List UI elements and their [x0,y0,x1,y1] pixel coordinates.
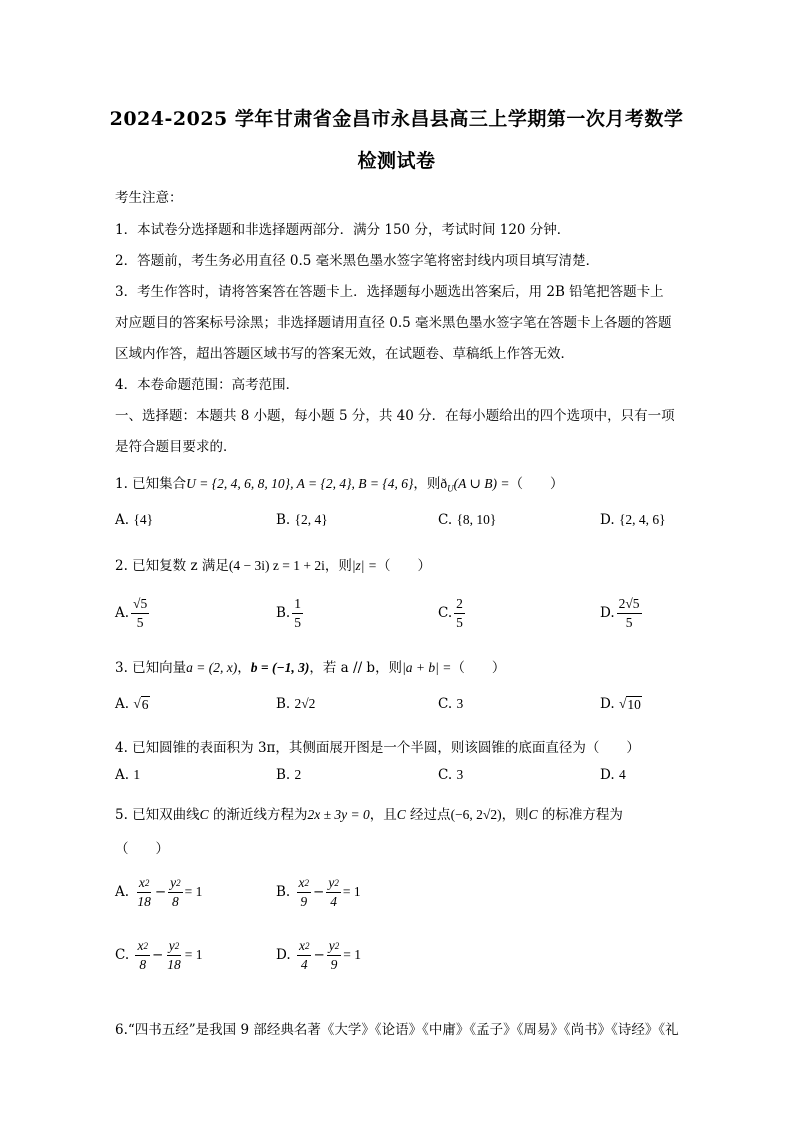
question-4-option-b [276,767,301,783]
fraction [617,596,642,631]
section-1-heading-line1: 一、选择题：本题共 8 小题，每小题 5 分，共 40 分．在每小题给出的四个选项中，只有一项 [115,408,675,424]
question-2-option-c [438,596,467,631]
x-var: x [298,938,305,953]
question-3-option-d [600,696,642,712]
question-1-stem [115,472,563,494]
question-1-option-c [438,512,496,528]
fraction [454,596,465,631]
numerator [168,875,183,893]
notice-heading: 考生注意： [115,190,183,206]
question-5-option-b: B. $\frac{x^2}{9}$ − $\frac{y^2}{4}$ = 1 [276,875,361,909]
notice-item-4: 4．本卷命题范围：高考范围． [115,377,300,393]
question-3-condition: ，若 a // b [309,660,376,676]
option-label: A. [115,605,130,621]
question-2-option-a [115,596,151,631]
denominator: 9 [300,894,308,909]
denominator: 4 [330,894,337,909]
question-5-text: ，且 [369,807,397,823]
question-3-option-b [276,696,315,712]
question-3-option-c [438,696,463,712]
question-2-option-b [276,596,305,631]
notice-item-1: 1．本试卷分选择题和非选择题两部分．满分 150 分，考试时间 120 分钟． [115,222,571,238]
question-1-option-a [115,512,153,528]
fraction [297,875,312,910]
equation-rhs: = 1 [184,884,203,899]
y-var: y [328,938,335,953]
exponent: 2 [174,941,180,951]
option-value: 4 [618,767,626,782]
option-label: B. [276,512,291,528]
question-2-option-d [600,596,644,631]
question-5-option-c: C. $\frac{x^2}{8}$ − $\frac{y^2}{18}$ = 1 [115,938,203,972]
question-2-prefix: 2. 已知复数 z 满足 [115,558,229,574]
question-1-sets: U = {2, 4, 6, 8, 10}, A = {2, 4}, B = {4, 6} [186,476,414,491]
numerator: √5 [131,596,149,614]
numerator [326,875,341,893]
option-label: D. [600,767,615,783]
section-1-heading-line2: 是符合题目要求的． [115,439,237,455]
hyperbola-symbol: C [396,807,406,822]
option-label: D. [600,512,615,528]
option-label: B. [276,884,291,900]
denominator: 5 [294,615,301,630]
question-4-option-a [115,767,140,783]
question-2-equation: (4 − 3i) z = 1 + 2i [228,558,325,573]
denominator: 18 [167,957,181,972]
exponent: 2 [334,878,339,888]
numerator: 2 [454,596,465,614]
option-value: 2√2 [294,696,316,711]
fraction [297,938,312,973]
question-5-asymptote: 2x ± 3y = 0 [307,807,370,822]
option-value: 1 [133,767,141,782]
hyperbola-symbol: C [199,807,209,822]
numerator [137,875,152,893]
option-value: 3 [456,767,464,782]
question-1-option-d [600,512,666,528]
equation-rhs: = 1 [342,884,361,899]
option-label: C. [438,696,453,712]
option-label: D. [600,696,615,712]
x-var: x [298,875,305,890]
option-label: A. [115,512,130,528]
option-label: B. [276,605,291,621]
denominator: 4 [300,957,308,972]
numerator: 2√5 [617,596,642,614]
denominator: 8 [139,957,147,972]
numerator [297,938,312,956]
x-var: x [137,938,144,953]
exam-title-line2: 检测试卷 [357,150,436,172]
option-label: A. [115,767,130,783]
fraction [327,938,342,973]
question-1-expression: (A ∪ B) = [453,476,510,491]
denominator: 8 [172,894,179,909]
question-1-option-b [276,512,328,528]
question-1-complement-sub: U [447,483,454,494]
sqrt: √ 6 [133,696,149,712]
question-3-expression: |a + b| = [402,660,452,675]
question-5-option-d: D. $\frac{x^2}{4}$ − $\frac{y^2}{9}$ = 1 [276,938,361,972]
question-5-prefix: 5. 已知双曲线 [115,807,200,823]
question-6-stem: 6.“四书五经”是我国 9 部经典名著《大学》《论语》《中庸》《孟子》《周易》《尚书》《诗经》《礼 [115,1022,679,1038]
option-value: 2 [294,767,302,782]
option-label: B. [276,767,291,783]
question-4-option-d [600,767,626,783]
numerator [327,938,342,956]
exponent: 2 [144,878,150,888]
option-label: A. [115,696,130,712]
fraction [168,875,183,910]
numerator: 1 [292,596,303,614]
question-5-stem [115,803,623,823]
question-3-stem [115,656,505,676]
numerator [135,938,150,956]
denominator: 5 [456,615,463,630]
exponent: 2 [176,878,181,888]
option-value: {2, 4} [294,512,328,527]
notice-item-3-line3: 区域内作答，超出答题区域书写的答案无效，在试题卷、草稿纸上作答无效． [115,346,574,362]
question-2-blank: （ ） [377,558,431,574]
question-2-then: ，则 [324,558,352,574]
exponent: 2 [143,941,148,951]
option-label: C. [438,512,453,528]
question-4-option-c [438,767,463,783]
equation-rhs: = 1 [343,947,361,962]
radicand: 10 [627,697,641,712]
fraction [292,596,303,631]
question-2-expression: |z| = [351,558,377,573]
option-value: {4} [133,512,154,527]
denominator: 5 [625,615,633,630]
exponent: 2 [304,878,310,888]
option-label: C. [115,947,130,963]
question-1-complement-symbol: ð [440,476,448,491]
question-5-blank: （ ） [115,841,169,857]
numerator [297,875,312,893]
denominator: 18 [137,894,151,909]
equation-rhs: = 1 [184,947,203,962]
notice-item-3-line1: 3．考生作答时，请将答案答在答题卡上．选择题每小题选出答案后，用 2B 铅笔把答题卡上 [115,284,664,300]
sqrt: √ 10 [618,696,641,712]
question-3-option-a [115,696,150,712]
fraction [165,938,183,973]
question-5-text: 的标准方程为 [537,807,623,823]
question-5-text: ，则 [501,807,529,823]
option-label: A. [115,884,130,900]
question-3-blank: （ ） [451,660,506,676]
fraction [326,875,341,910]
question-3-vector-a: a = (2, x) [186,660,238,675]
exponent: 2 [304,941,310,951]
option-label: B. [276,696,291,712]
exam-title-line1: 2024-2025 学年甘肃省金昌市永昌县高三上学期第一次月考数学 [109,108,684,130]
numerator [167,938,182,956]
question-2-stem [115,554,431,574]
option-label: D. [600,605,615,621]
question-1-prefix: 1. 已知集合 [115,476,187,492]
question-5-option-a: A. $\frac{x^2}{18}$ − $\frac{y^2}{8}$ = 1 [115,875,203,909]
option-value: 3 [456,696,464,711]
question-1-then: ，则 [413,476,441,492]
option-label: C. [438,767,453,783]
x-var: x [138,875,145,890]
option-label: D. [276,947,291,963]
radicand: 6 [141,697,149,712]
option-value: {8, 10} [456,512,497,527]
y-var: y [328,875,335,890]
denominator: 5 [136,615,144,630]
y-var: y [168,938,175,953]
question-3-prefix: 3. 已知向量 [115,660,187,676]
option-value: {2, 4, 6} [618,512,666,527]
question-3-then: ，则 [375,660,403,676]
question-5-text: 的渐近线方程为 [208,807,308,823]
notice-item-2: 2．答题前，考生务必用直径 0.5 毫米黑色墨水签字笔将密封线内项目填写清楚． [115,253,600,269]
exponent: 2 [334,941,340,951]
question-5-point: (−6, 2√2) [450,807,502,822]
denominator: 9 [330,957,338,972]
hyperbola-symbol: C [528,807,538,822]
fraction [131,596,149,631]
question-4-stem: 4. 已知圆锥的表面积为 3π，其侧面展开图是一个半圆，则该圆锥的底面直径为（ ） [115,740,640,756]
fraction [135,875,153,910]
question-1-blank: （ ） [509,476,564,492]
question-3-separator: ， [237,660,251,676]
notice-item-3-line2: 对应题目的答案标号涂黑；非选择题请用直径 0.5 毫米黑色墨水签字笔在答题卡上各题的答题 [115,315,672,331]
question-5-text: 经过点 [405,807,451,823]
y-var: y [170,875,177,890]
fraction [135,938,150,973]
question-3-vector-b: b = (−1, 3) [250,660,310,675]
option-label: C. [438,605,453,621]
